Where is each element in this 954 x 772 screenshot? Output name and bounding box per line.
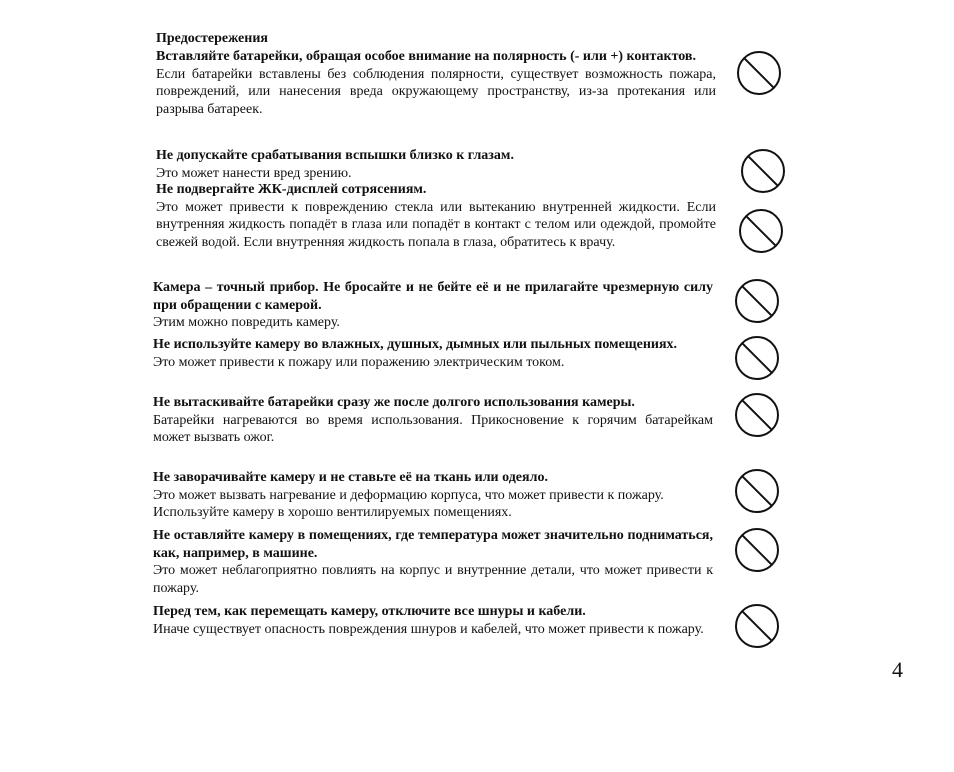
warning-section-lcd <box>156 181 716 251</box>
warning-section-flash <box>156 147 716 182</box>
warning-section-precision <box>153 279 713 332</box>
warning-section-cables <box>153 603 713 638</box>
warning-section-temperature <box>153 527 713 597</box>
warning-heading: Не используйте камеру во влажных, душных, дымных или пыльных помещениях. <box>153 337 678 352</box>
prohibition-icon <box>734 603 780 649</box>
prohibition-icon <box>736 50 782 96</box>
warning-section-hot-batteries <box>153 394 713 447</box>
warning-text: Этим можно повредить камеру. <box>153 315 340 330</box>
warning-heading: Не вытаскивайте батарейки сразу же после долгого использования камеры. <box>153 395 635 410</box>
prohibition-icon <box>734 392 780 438</box>
warning-text: Это может привести к пожару или поражению электрическим током. <box>153 354 565 370</box>
warning-heading: Перед тем, как перемещать камеру, отключите все шнуры и кабели. <box>153 604 586 619</box>
prohibition-icon <box>734 335 780 381</box>
warning-section-batteries <box>156 48 716 118</box>
warning-section-ventilation <box>153 469 713 522</box>
warning-heading: Не подвергайте ЖК-дисплей сотрясениям. <box>156 182 427 197</box>
page-title: Предостережения <box>156 31 268 46</box>
warning-section-humidity <box>153 336 713 371</box>
warning-heading: Не заворачивайте камеру и не ставьте её на ткань или одеяло. <box>153 470 548 485</box>
warning-text: Иначе существует опасность повреждения шнуров и кабелей, что может привести к пожару. <box>153 621 704 637</box>
warning-heading: Вставляйте батарейки, обращая особое внимание на полярность (- или +) контактов. <box>156 49 696 64</box>
prohibition-icon <box>734 527 780 573</box>
prohibition-icon <box>740 148 786 194</box>
page-number: 4 <box>892 657 903 682</box>
prohibition-icon <box>734 468 780 514</box>
prohibition-icon <box>738 208 784 254</box>
warning-heading: Не допускайте срабатывания вспышки близко к глазам. <box>156 148 514 163</box>
prohibition-icon <box>734 278 780 324</box>
warning-text: Это может нанести вред зрению. <box>156 165 352 181</box>
warning-text: Если батарейки вставлены без соблюдения полярности, существует возможность пожара, повреждений, или нанесения вреда окружающему пространству, из-за протекания или разрыва батареек. <box>156 66 716 117</box>
warning-heading: Не оставляйте камеру в помещениях, где температура может значительно подниматься, как, например, в машине. <box>153 528 713 561</box>
warning-heading: Камера – точный прибор. Не бросайте и не бейте её и не прилагайте чрезмерную силу при обращении с камерой. <box>153 280 713 313</box>
warning-text: Это может привести к повреждению стекла или вытеканию внутренней жидкости. Если внутренняя жидкость попадёт в глаза или попадёт в контакт с телом или одеждой, промойте свежей водой. Если внутренняя жидкость попала в глаза, обратитесь к врачу. <box>156 199 716 250</box>
warning-text: Это может неблагоприятно повлиять на корпус и внутренние детали, что может привести к пожару. <box>153 563 713 596</box>
warning-text: Батарейки нагреваются во время использования. Прикосновение к горячим батарейкам может вызвать ожог. <box>153 412 713 445</box>
warning-text: Это может вызвать нагревание и деформацию корпуса, что может привести к пожару. Используйте камеру в хорошо вентилируемых помещениях. <box>153 487 664 520</box>
